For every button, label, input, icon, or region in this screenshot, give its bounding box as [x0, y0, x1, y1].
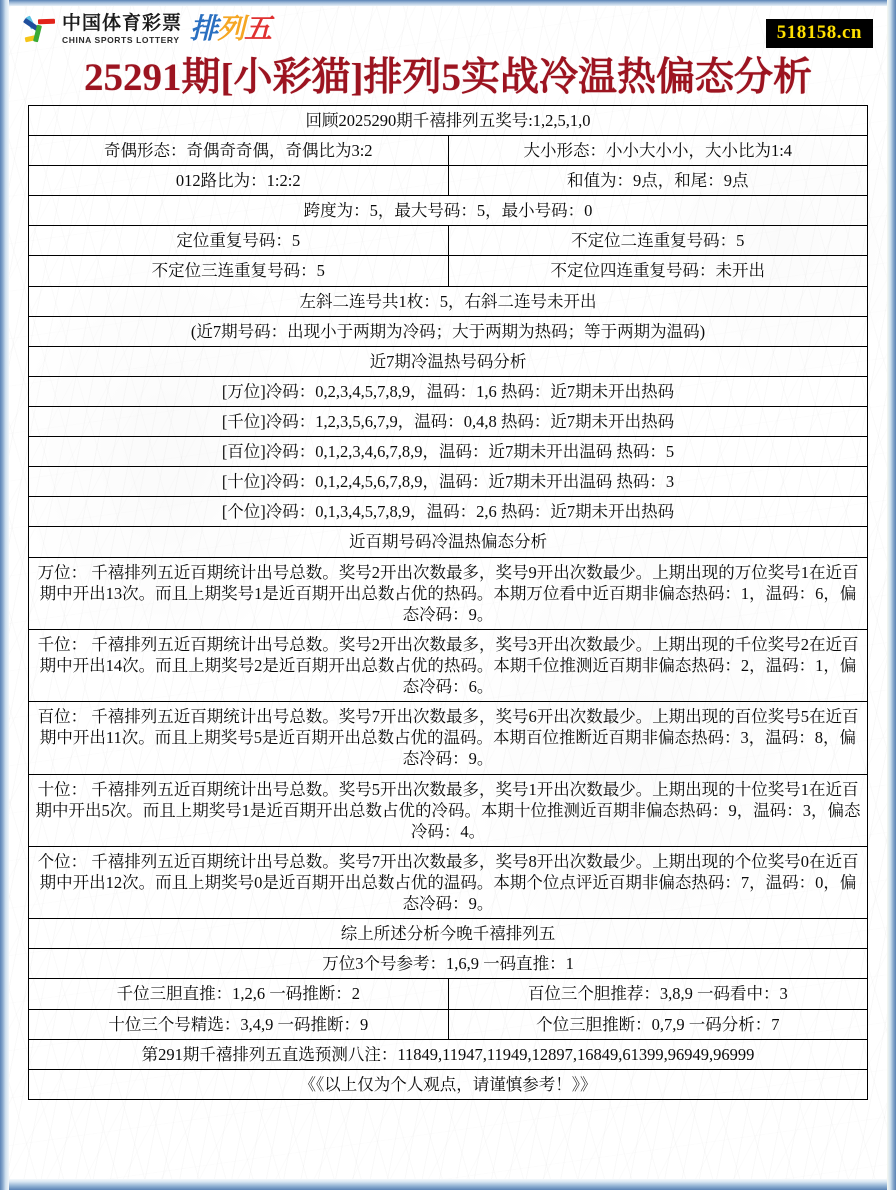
table-row [29, 376, 868, 406]
diagonal-cell: 左斜二连号共1枚：5，右斜二连号未开出 [29, 286, 868, 316]
brand-lockup [23, 12, 271, 46]
table-row [29, 467, 868, 497]
site-url-badge: 518158.cn [766, 19, 873, 48]
table-row [29, 497, 868, 527]
table-row [29, 919, 868, 949]
hundred-paragraph-wanwei: 万位： 千禧排列五近百期统计出号总数。奖号2开出次数最多，奖号9开出次数最少。上期出现的万位奖号1在近百期中开出13次。而且上期奖号1是近百期开出总数占优的热码。本期万位看中近百期非偏态热码：1，温码：6，偏态冷码：9。 [29, 557, 868, 629]
table-row [29, 702, 868, 774]
span-cell: 跨度为：5，最大号码：5，最小号码：0 [29, 196, 868, 226]
table-row [29, 1009, 868, 1039]
table-row [29, 774, 868, 846]
hundred-paragraph-qianwei: 千位： 千禧排列五近百期统计出号总数。奖号2开出次数最多，奖号3开出次数最少。上期出现的千位奖号2在近百期中开出14次。而且上期奖号2是近百期开出总数占优的热码。本期千位推测近百期非偏态热码：2，温码：1，偏态冷码：6。 [29, 629, 868, 701]
china-sports-lottery-logo-icon [23, 12, 57, 46]
big-small-cell: 大小形态：小小大小小，大小比为1:4 [448, 136, 868, 166]
table-row [29, 105, 868, 135]
sum-value-cell: 和值为：9点，和尾：9点 [448, 166, 868, 196]
table-row [29, 557, 868, 629]
pailie5-logo-char-2: 列 [217, 13, 245, 44]
table-row [29, 846, 868, 918]
recent7-row-baiwei: [百位]冷码：0,1,2,3,4,6,7,8,9，温码：近7期未开出温码 热码：5 [29, 437, 868, 467]
pailie5-logo [190, 15, 271, 43]
review-headline-cell: 回顾2025290期千禧排列五奖号:1,2,5,1,0 [29, 105, 868, 135]
table-row [29, 196, 868, 226]
summary-baiwei-cell: 百位三个胆推荐：3,8,9 一码看中：3 [448, 979, 868, 1009]
disclaimer-cell: 《《以上仅为个人观点，请谨慎参考！》》 [29, 1069, 868, 1099]
hundred-section-title: 近百期号码冷温热偏态分析 [29, 527, 868, 557]
free-four-repeat-cell: 不定位四连重复号码：未开出 [448, 256, 868, 286]
table-row [29, 407, 868, 437]
recent7-row-qianwei: [千位]冷码：1,2,3,5,6,7,9，温码：0,4,8 热码：近7期未开出热码 [29, 407, 868, 437]
forecast-cell: 第291期千禧排列五直选预测八注：11849,11947,11949,12897,16849,61399,96949,96999 [29, 1039, 868, 1069]
summary-gewei-cell: 个位三胆推断：0,7,9 一码分析：7 [448, 1009, 868, 1039]
table-row [29, 346, 868, 376]
page-title: 25291期[小彩猫]排列5实战冷温热偏态分析 [84, 56, 812, 99]
hundred-paragraph-gewei: 个位： 千禧排列五近百期统计出号总数。奖号7开出次数最多，奖号8开出次数最少。上期出现的个位奖号0在近百期中开出12次。而且上期奖号0是近百期开出总数占优的温码。本期个位点评近百期非偏态热码：7，温码：0，偏态冷码：9。 [29, 846, 868, 918]
odd-even-cell: 奇偶形态：奇偶奇奇偶，奇偶比为3:2 [29, 136, 449, 166]
table-row [29, 316, 868, 346]
site-header [9, 6, 887, 58]
fixed-repeat-cell: 定位重复号码：5 [29, 226, 449, 256]
analysis-table [28, 105, 868, 1100]
summary-section-title: 综上所述分析今晚千禧排列五 [29, 919, 868, 949]
table-row [29, 1069, 868, 1099]
summary-qianwei-cell: 千位三胆直推：1,2,6 一码推断：2 [29, 979, 449, 1009]
pailie5-logo-char-1: 排 [190, 13, 218, 44]
free-two-repeat-cell: 不定位二连重复号码：5 [448, 226, 868, 256]
table-row [29, 286, 868, 316]
recent7-section-title: 近7期冷温热号码分析 [29, 346, 868, 376]
table-row [29, 979, 868, 1009]
legend-cell: (近7期号码：出现小于两期为冷码；大于两期为热码；等于两期为温码) [29, 316, 868, 346]
table-row [29, 629, 868, 701]
recent7-row-wanwei: [万位]冷码：0,2,3,4,5,7,8,9，温码：1,6 热码：近7期未开出热码 [29, 376, 868, 406]
recent7-row-gewei: [个位]冷码：0,1,3,4,5,7,8,9，温码：2,6 热码：近7期未开出热码 [29, 497, 868, 527]
brand-name-cn: 中国体育彩票 [62, 12, 183, 34]
table-row [29, 949, 868, 979]
brand-text [62, 14, 182, 45]
table-row [29, 226, 868, 256]
table-row [29, 256, 868, 286]
brand-name-en: CHINA SPORTS LOTTERY [62, 34, 180, 45]
table-row [29, 527, 868, 557]
table-row [29, 437, 868, 467]
table-row [29, 136, 868, 166]
summary-shiwei-cell: 十位三个号精选：3,4,9 一码推断：9 [29, 1009, 449, 1039]
recent7-row-shiwei: [十位]冷码：0,1,2,4,5,6,7,8,9，温码：近7期未开出温码 热码：3 [29, 467, 868, 497]
pailie5-logo-char-3: 五 [244, 13, 272, 44]
hundred-paragraph-baiwei: 百位： 千禧排列五近百期统计出号总数。奖号7开出次数最多，奖号6开出次数最少。上期出现的百位奖号5在近百期中开出11次。而且上期奖号5是近百期开出总数占优的温码。本期百位推断近百期非偏态热码：3，温码：8，偏态冷码：9。 [29, 702, 868, 774]
table-row [29, 1039, 868, 1069]
hundred-paragraph-shiwei: 十位： 千禧排列五近百期统计出号总数。奖号5开出次数最多，奖号1开出次数最少。上期出现的十位奖号1在近百期中开出5次。而且上期奖号1是近百期开出总数占优的冷码。本期十位推测近百期非偏态热码：9，温码：3，偏态冷码：4。 [29, 774, 868, 846]
route-012-cell: 012路比为：1:2:2 [29, 166, 449, 196]
table-row [29, 166, 868, 196]
free-three-repeat-cell: 不定位三连重复号码：5 [29, 256, 449, 286]
summary-wanwei-cell: 万位3个号参考：1,6,9 一码直推：1 [29, 949, 868, 979]
